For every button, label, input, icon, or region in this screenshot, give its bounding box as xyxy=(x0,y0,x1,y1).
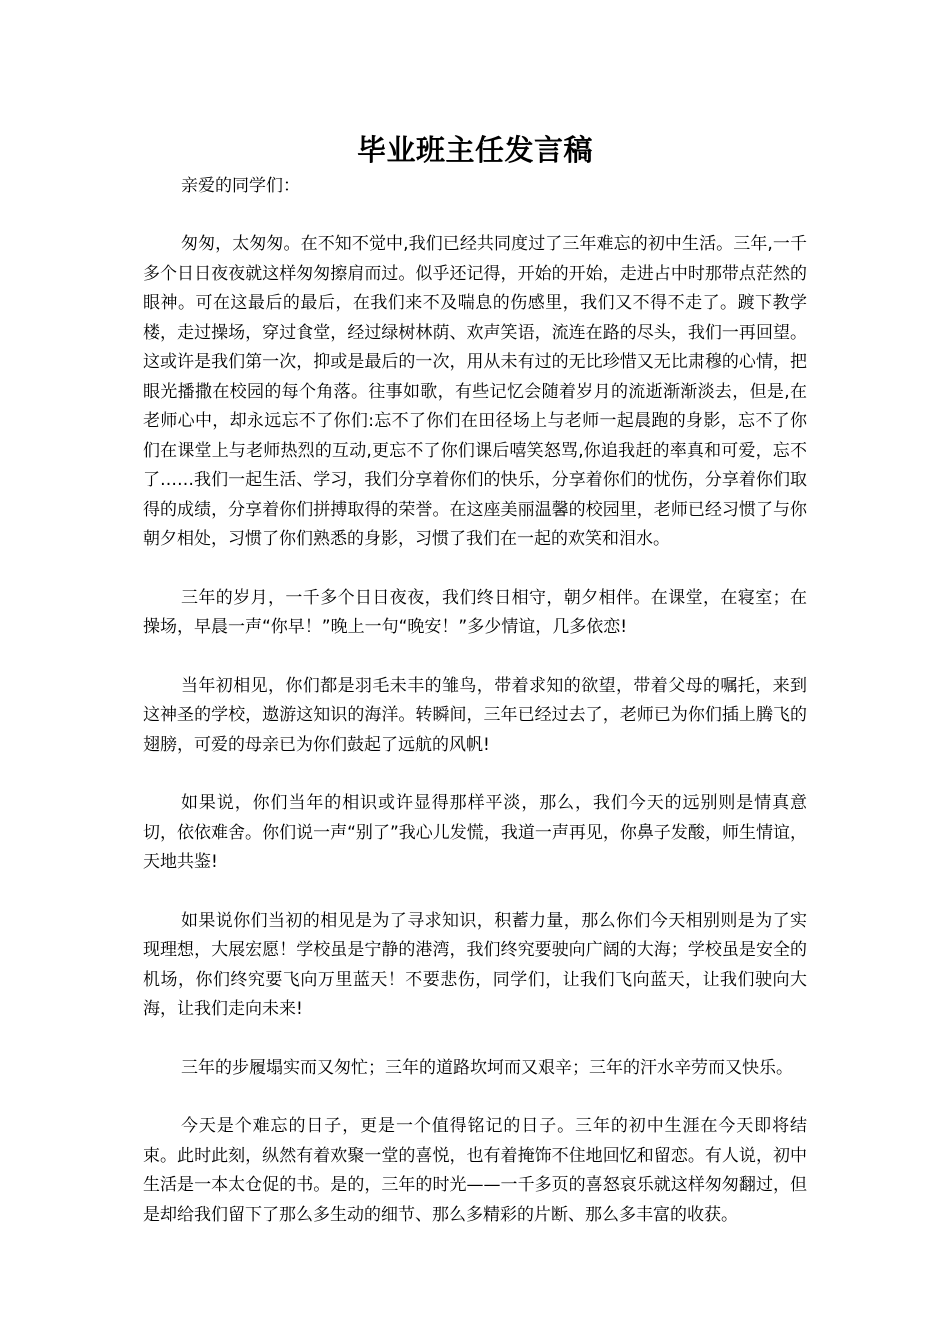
document-title: 毕业班主任发言稿 xyxy=(356,133,593,167)
paragraph-3: 当年初相见，你们都是羽毛未丰的雏鸟，带着求知的欲望，带着父母的嘱托，来到这神圣的学校，遨游这知识的海洋。转瞬间，三年已经过去了，老师已为你们插上腾飞的翅膀，可爱的母亲已为你们鼓起了远航的风帆! xyxy=(143,675,807,755)
paragraph-7: 今天是个难忘的日子，更是一个值得铭记的日子。三年的初中生涯在今天即将结束。此时此刻，纵然有着欢聚一堂的喜悦，也有着掩饰不住地回忆和留恋。有人说，初中生活是一本太仓促的书。是的，三年的时光——一千多页的喜怒哀乐就这样匆匆翻过，但是却给我们留下了那么多生动的细节、那么多精彩的片断、那么多丰富的收获。 xyxy=(143,1116,807,1225)
paragraph-5: 如果说你们当初的相见是为了寻求知识，积蓄力量，那么你们今天相别则是为了实现理想，大展宏愿！学校虽是宁静的港湾，我们终究要驶向广阔的大海；学校虽是安全的机场，你们终究要飞向万里蓝天！不要悲伤，同学们，让我们飞向蓝天，让我们驶向大海，让我们走向未来! xyxy=(143,910,807,1019)
paragraph-4: 如果说，你们当年的相识或许显得那样平淡，那么，我们今天的远别则是情真意切，依依难舍。你们说一声“别了”我心儿发慌，我道一声再见，你鼻子发酸，师生情谊，天地共鉴! xyxy=(143,793,807,872)
paragraph-2: 三年的岁月，一千多个日日夜夜，我们终日相守，朝夕相伴。在课堂，在寝室；在操场，早晨一声“你早！”晚上一句“晚安！”多少情谊，几多依恋! xyxy=(143,587,807,637)
greeting: 亲爱的同学们： xyxy=(181,176,300,196)
paragraph-1: 匆匆，太匆匆。在不知不觉中,我们已经共同度过了三年难忘的初中生活。三年,一千多个日日夜夜就这样匆匆擦肩而过。似乎还记得，开始的开始，走进占中时那带点茫然的眼神。可在这最后的最后，在我们来不及喘息的伤感里，我们又不得不走了。踱下教学楼，走过操场，穿过食堂，经过绿树林荫、欢声笑语，流连在路的尽头，我们一再回望。这或许是我们第一次，抑或是最后的一次，用从未有过的无比珍惜又无比肃穆的心情，把眼光播撒在校园的每个角落。往事如歌，有些记忆会随着岁月的流逝渐渐淡去，但是,在老师心中，却永远忘不了你们:忘不了你们在田径场上与老师一起晨跑的身影，忘不了你们在课堂上与老师热烈的互动,更忘不了你们课后嘻笑怒骂,你追我赶的率真和可爱，忘不了……我们一起生活、学习，我们分享着你们的快乐，分享着你们的忧伤，分享着你们取得的成绩，分享着你们拼搏取得的荣誉。在这座美丽温馨的校园里，老师已经习惯了与你朝夕相处，习惯了你们熟悉的身影，习惯了我们在一起的欢笑和泪水。 xyxy=(143,234,807,549)
paragraph-6: 三年的步履塌实而又匆忙；三年的道路坎坷而又艰辛；三年的汗水辛劳而又快乐。 xyxy=(181,1057,793,1078)
document-page xyxy=(143,128,807,1230)
